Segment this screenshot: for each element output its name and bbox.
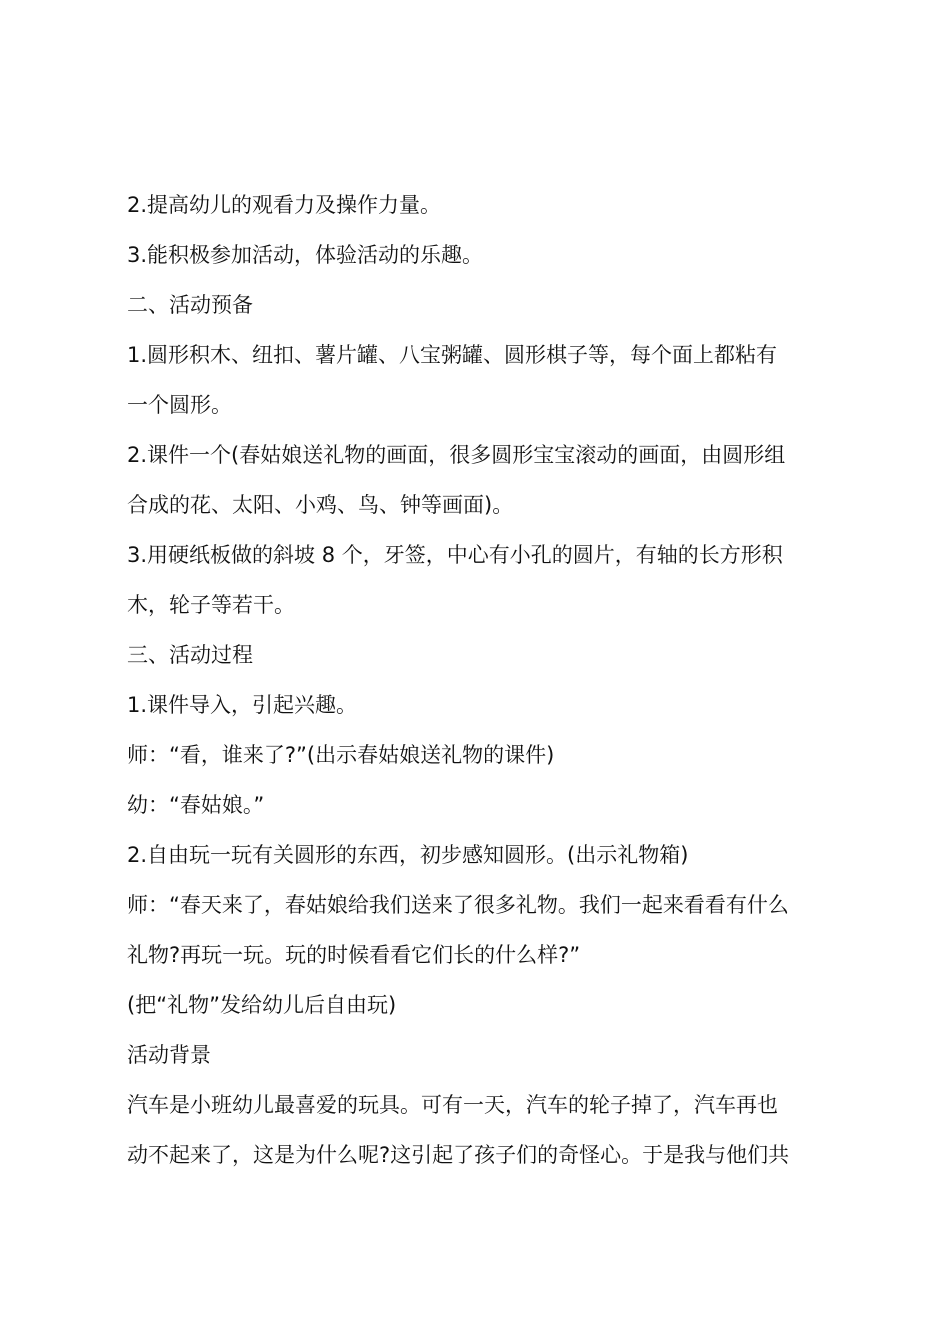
text-line: 木，轮子等若干。 [127,593,295,617]
text-line: 一个圆形。 [127,393,232,417]
section-heading: 二、活动预备 [127,293,253,317]
text-line: 动不起来了，这是为什么呢?这引起了孩子们的奇怪心。于是我与他们共 [127,1143,790,1167]
text-line: 2.课件一个(春姑娘送礼物的画面，很多圆形宝宝滚动的画面，由圆形组 [127,443,786,467]
text-line: 师：“春天来了，春姑娘给我们送来了很多礼物。我们一起来看看有什么 [127,893,789,917]
text-line: 幼：“春姑娘。” [127,793,265,817]
text-line: 3.能积极参加活动，体验活动的乐趣。 [127,243,484,267]
text-line: 2.自由玩一玩有关圆形的东西，初步感知圆形。(出示礼物箱) [127,843,689,867]
text-line: 3.用硬纸板做的斜坡 8 个，牙签，中心有小孔的圆片，有轴的长方形积 [127,543,783,567]
section-heading: 三、活动过程 [127,643,253,667]
text-line: 1.课件导入，引起兴趣。 [127,693,358,717]
text-line: 礼物?再玩一玩。玩的时候看看它们长的什么样?” [127,943,581,967]
text-line: 汽车是小班幼儿最喜爱的玩具。可有一天，汽车的轮子掉了，汽车再也 [127,1093,778,1117]
text-line: 1.圆形积木、纽扣、薯片罐、八宝粥罐、圆形棋子等，每个面上都粘有 [127,343,778,367]
text-line: (把“礼物”发给幼儿后自由玩) [127,993,397,1017]
section-heading: 活动背景 [127,1043,211,1067]
text-line: 2.提高幼儿的观看力及操作力量。 [127,193,442,217]
text-line: 师：“看，谁来了?”(出示春姑娘送礼物的课件) [127,743,555,767]
text-line: 合成的花、太阳、小鸡、鸟、钟等画面)。 [127,493,514,517]
document-page [127,180,837,1180]
